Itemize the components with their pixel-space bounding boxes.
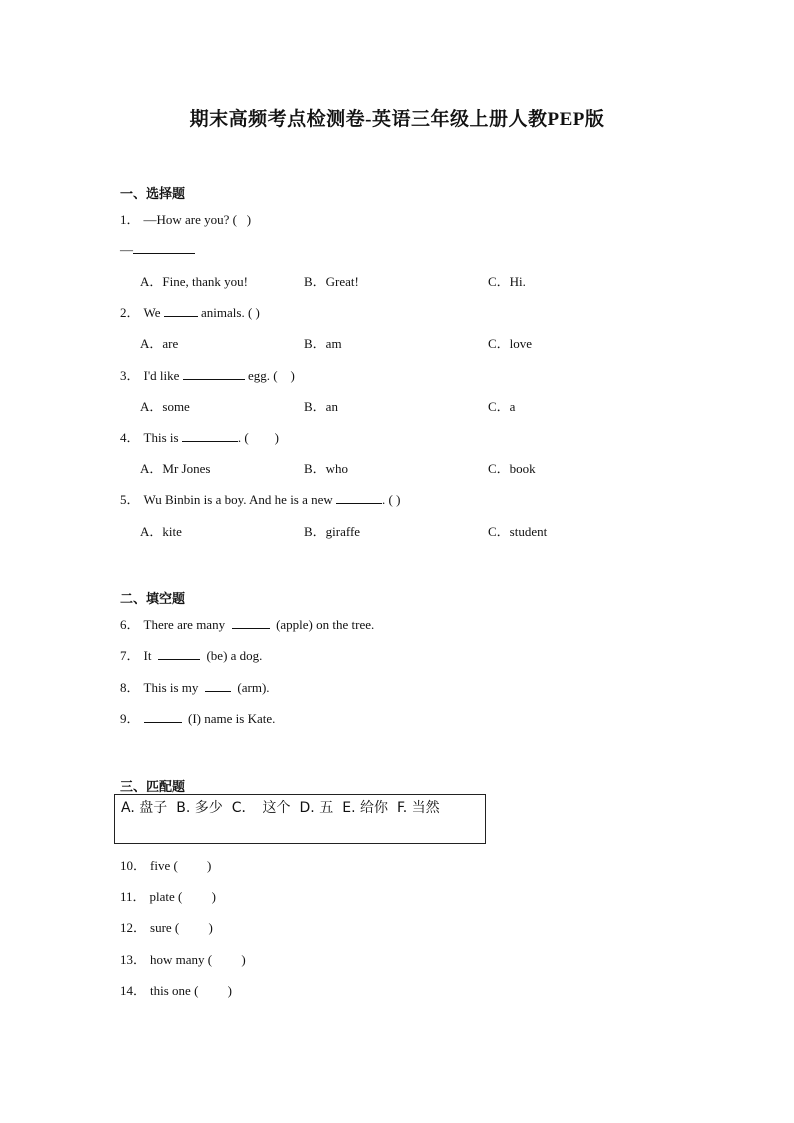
option-2b[interactable]: B．am (304, 336, 342, 351)
answer-blank[interactable] (133, 241, 195, 254)
option-5c[interactable]: C．student (488, 524, 548, 539)
page-title: 期末高频考点检测卷-英语三年级上册人教PEP版 (189, 109, 605, 130)
question-13 (120, 949, 246, 968)
option-2c[interactable]: C．love (488, 336, 533, 351)
question-4 (120, 427, 279, 446)
question-text: We (143, 305, 161, 320)
answer-blank[interactable] (232, 616, 270, 629)
question-text-post: . ( ) (237, 430, 279, 445)
question-text: It (143, 648, 152, 663)
match-options-box (114, 794, 486, 844)
question-text: I'd like (143, 368, 180, 383)
answer-blank[interactable] (205, 679, 231, 692)
question-text: sure ( ) (150, 920, 213, 935)
question-text: five ( ) (150, 858, 212, 873)
question-10 (120, 855, 211, 874)
question-text: This is (143, 430, 179, 445)
question-9 (120, 708, 275, 727)
match-option-c: C． 这个 (231, 800, 291, 816)
reply-dash: — (120, 242, 133, 257)
question-text-post: (be) a dog. (206, 648, 263, 663)
question-number: 12． (120, 920, 147, 935)
question-7 (120, 645, 262, 664)
question-number: 9． (120, 711, 140, 726)
question-text-post: . ( ) (382, 492, 401, 507)
question-text: this one ( ) (150, 983, 232, 998)
option-5a[interactable]: A．kite (140, 524, 182, 539)
option-4b[interactable]: B．who (304, 461, 349, 476)
option-4c[interactable]: C．book (488, 461, 536, 476)
option-3b[interactable]: B．an (304, 399, 338, 414)
question-text: plate ( ) (149, 889, 216, 904)
question-text: how many ( ) (150, 952, 246, 967)
option-3c[interactable]: C．a (488, 399, 516, 414)
question-text-post: animals. ( ) (201, 305, 260, 320)
answer-blank[interactable] (336, 491, 382, 504)
question-number: 3． (120, 368, 140, 383)
question-number: 13． (120, 952, 147, 967)
question-number: 10． (120, 858, 147, 873)
question-paren: ) (246, 212, 252, 227)
answer-line-1 (120, 241, 195, 258)
answer-blank[interactable] (164, 304, 198, 317)
question-6 (120, 614, 374, 633)
question-text-post: (apple) on the tree. (276, 617, 375, 632)
question-11 (120, 886, 216, 905)
question-1 (120, 209, 251, 228)
match-option-f: F. 当然 (396, 800, 440, 816)
section-heading-choice: 一、选择题 (120, 186, 186, 201)
match-option-a: A. 盘子 (121, 800, 168, 816)
answer-blank[interactable] (158, 647, 200, 660)
option-1a[interactable]: A．Fine, thank you! (140, 274, 248, 289)
option-1c[interactable]: C．Hi. (488, 274, 526, 289)
question-number: 2． (120, 305, 140, 320)
answer-blank[interactable] (182, 429, 238, 442)
question-text-post: egg. ( ) (247, 368, 295, 383)
answer-blank[interactable] (183, 367, 245, 380)
question-text: Wu Binbin is a boy. And he is a new (143, 492, 333, 507)
option-2a[interactable]: A．are (140, 336, 179, 351)
question-text-post: (I) name is Kate. (188, 711, 276, 726)
question-number: 11． (120, 889, 146, 904)
question-number: 1． (120, 212, 140, 227)
question-number: 4． (120, 430, 140, 445)
question-text: This is my (143, 680, 199, 695)
match-option-e: E. 给你 (342, 800, 388, 816)
option-4a[interactable]: A．Mr Jones (140, 461, 211, 476)
question-text-post: (arm). (237, 680, 270, 695)
match-option-d: D. 五 (299, 800, 334, 816)
answer-blank[interactable] (144, 710, 182, 723)
option-3a[interactable]: A．some (140, 399, 190, 414)
question-number: 14． (120, 983, 147, 998)
question-5 (120, 489, 400, 508)
question-14 (120, 980, 232, 999)
option-5b[interactable]: B．giraffe (304, 524, 361, 539)
question-text: —How are you? ( (143, 212, 238, 227)
question-number: 8． (120, 680, 140, 695)
question-number: 5． (120, 492, 140, 507)
question-12 (120, 917, 213, 936)
section-heading-fill: 二、填空题 (120, 591, 186, 606)
question-text: There are many (143, 617, 226, 632)
question-2 (120, 302, 260, 321)
match-option-b: B. 多少 (176, 800, 223, 816)
question-number: 7． (120, 648, 140, 663)
option-1b[interactable]: B．Great! (304, 274, 359, 289)
section-heading-match: 三、匹配题 (120, 779, 186, 794)
question-8 (120, 677, 270, 696)
question-3 (120, 365, 295, 384)
question-number: 6． (120, 617, 140, 632)
